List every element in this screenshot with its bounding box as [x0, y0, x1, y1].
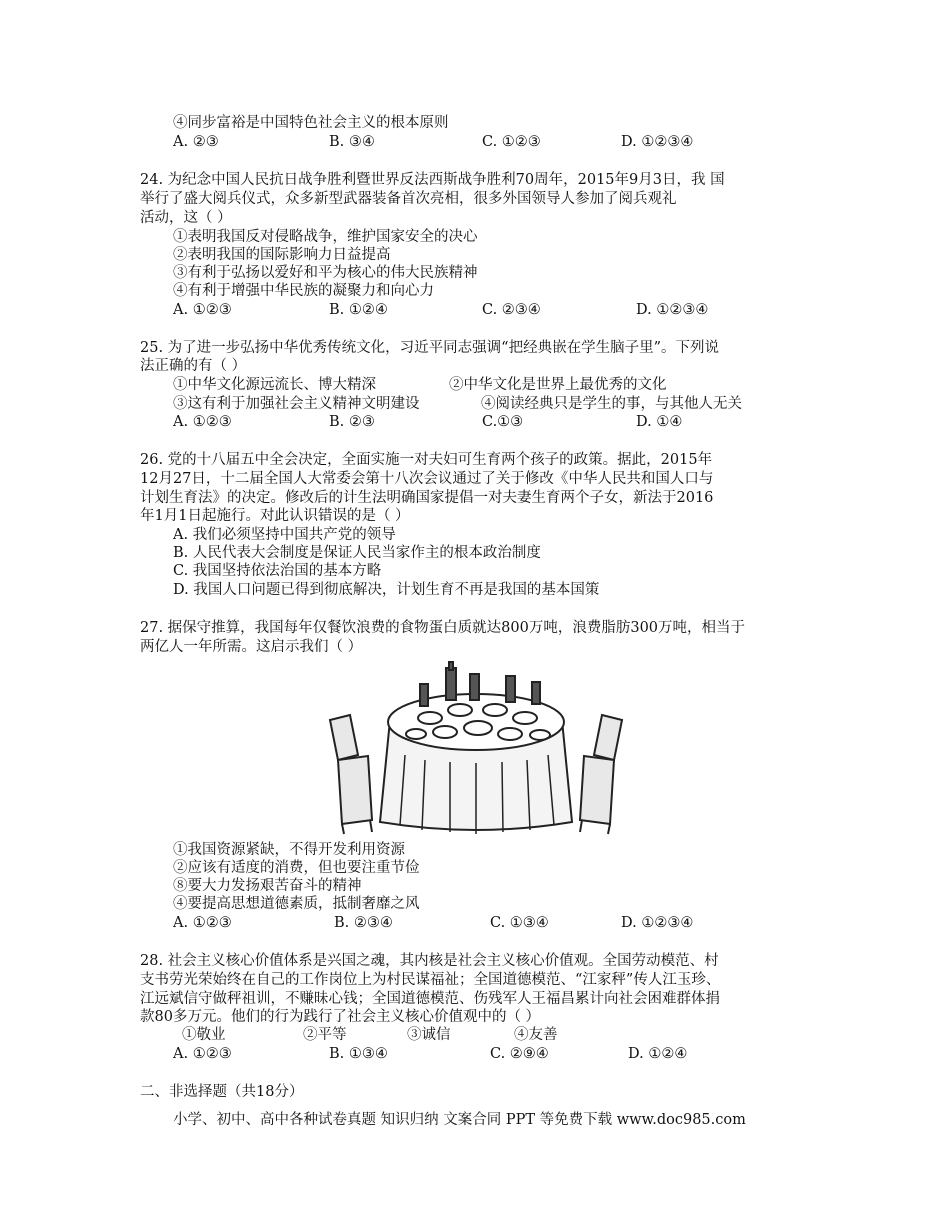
- q24-item-3: ③有利于弘扬以爱好和平为核心的伟大民族精神: [173, 265, 478, 281]
- q27-stem-line-2: 两亿人一年所需。这启示我们（ ）: [140, 639, 363, 655]
- q25-option-d: D. ①④: [636, 414, 683, 430]
- q25-item-1: ①中华文化源远流长、博大精深: [173, 377, 376, 393]
- q24-option-a: A. ①②③: [173, 302, 232, 318]
- q25-stem-line-1: 25. 为了进一步弘扬中华优秀传统文化，习近平同志强调“把经典嵌在学生脑子里”。下列说: [140, 340, 719, 356]
- q24-option-d: D. ①②③④: [636, 302, 709, 318]
- q25-option-b: B. ②③: [329, 414, 375, 430]
- q28-item-1: ①敬业: [182, 1027, 226, 1043]
- q26-stem-line-4: 年1月1日起施行。对此认识错误的是（ ）: [140, 508, 410, 524]
- prev-option-b: B. ③④: [329, 134, 375, 150]
- q25-item-4: ④阅读经典只是学生的事，与其他人无关: [481, 396, 742, 412]
- q28-stem-line-1: 28. 社会主义核心价值体系是兴国之魂，其内核是社会主义核心价值观。全国劳动模范、村: [140, 953, 719, 969]
- q27-stem-line-1: 27. 据保守推算，我国每年仅餐饮浪费的食物蛋白质就达800万吨，浪费脂肪300万吨，相当于: [140, 620, 746, 636]
- q27-option-b: B. ②③④: [334, 915, 393, 931]
- prev-option-c: C. ①②③: [482, 134, 541, 150]
- q27-item-1: ①我国资源紧缺，不得开发利用资源: [173, 842, 405, 858]
- q24-stem-line-2: 举行了盛大阅兵仪式，众多新型武器装备首次亮相，很多外国领导人参加了阅兵观礼: [140, 191, 677, 207]
- q24-item-4: ④有利于增强中华民族的凝聚力和向心力: [173, 283, 434, 299]
- q24-stem-line-3: 活动，这（ ）: [140, 210, 232, 226]
- q28-item-2: ②平等: [303, 1027, 347, 1043]
- q27-option-d: D. ①②③④: [621, 915, 694, 931]
- prev-item-4: ④同步富裕是中国特色社会主义的根本原则: [173, 115, 449, 131]
- q28-stem-line-2: 支书劳光荣始终在自己的工作岗位上为村民谋福祉；全国道德模范、“江家秤”传人江玉珍、: [140, 972, 721, 988]
- q24-item-1: ①表明我国反对侵略战争，维护国家安全的决心: [173, 229, 478, 245]
- q26-stem-line-2: 12月27日，十二届全国人大常委会第十八次会议通过了关于修改《中华人民共和国人口与: [140, 471, 714, 487]
- banquet-table-illustration: [320, 660, 632, 835]
- q26-option-c: C. 我国坚持依法治国的基本方略: [173, 563, 382, 579]
- q28-item-3: ③诚信: [407, 1027, 451, 1043]
- q28-item-4: ④友善: [514, 1027, 558, 1043]
- q24-stem-line-1: 24. 为纪念中国人民抗日战争胜利暨世界反法西斯战争胜利70周年，2015年9月3日，我 国: [140, 172, 725, 188]
- footer-download-note[interactable]: 小学、初中、高中各种试卷真题 知识归纳 文案合同 PPT 等免费下载 www.doc985.com: [173, 1112, 746, 1128]
- q27-item-2: ②应该有适度的消费，但也要注重节俭: [173, 860, 420, 876]
- q25-item-2: ②中华文化是世界上最优秀的文化: [449, 377, 667, 393]
- q28-option-a: A. ①②③: [173, 1046, 232, 1062]
- q24-option-c: C. ②③④: [482, 302, 541, 318]
- q26-option-b: B. 人民代表大会制度是保证人民当家作主的根本政治制度: [173, 545, 541, 561]
- q28-option-b: B. ①③④: [329, 1046, 388, 1062]
- q25-option-a: A. ①②③: [173, 414, 232, 430]
- q28-stem-line-3: 江远斌信守做秤祖训，不赚昧心钱；全国道德模范、伤残军人王福昌累计向社会困难群体捐: [140, 991, 720, 1007]
- q25-stem-line-2: 法正确的有（ ）: [140, 358, 247, 374]
- q28-stem-line-4: 款80多万元。他们的行为践行了社会主义核心价值观中的（ ）: [140, 1009, 541, 1025]
- prev-option-a: A. ②③: [173, 134, 219, 150]
- q26-stem-line-3: 计划生育法》的决定。修改后的计生法明确国家提倡一对夫妻生育两个子女，新法于2016: [140, 490, 714, 506]
- q26-option-a: A. 我们必须坚持中国共产党的领导: [173, 527, 396, 543]
- q25-option-c: C.①③: [482, 414, 524, 430]
- section-2-heading: 二、非选择题（共18分）: [140, 1084, 304, 1100]
- q27-item-4: ④要提高思想道德素质，抵制奢靡之风: [173, 896, 420, 912]
- q28-option-c: C. ②⑨④: [490, 1046, 549, 1062]
- prev-option-d: D. ①②③④: [621, 134, 694, 150]
- q27-item-3: ⑧要大力发扬艰苦奋斗的精神: [173, 878, 362, 894]
- q26-option-d: D. 我国人口问题已得到彻底解决，计划生育不再是我国的基本国策: [173, 582, 600, 598]
- q25-item-3: ③这有利于加强社会主义精神文明建设: [173, 396, 420, 412]
- q28-option-d: D. ①②④: [628, 1046, 688, 1062]
- q26-stem-line-1: 26. 党的十八届五中全会决定，全面实施一对夫妇可生育两个孩子的政策。据此，2015年: [140, 452, 713, 468]
- q27-option-c: C. ①③④: [490, 915, 549, 931]
- q24-option-b: B. ①②④: [329, 302, 388, 318]
- q27-option-a: A. ①②③: [173, 915, 232, 931]
- q24-item-2: ②表明我国的国际影响力日益提高: [173, 247, 391, 263]
